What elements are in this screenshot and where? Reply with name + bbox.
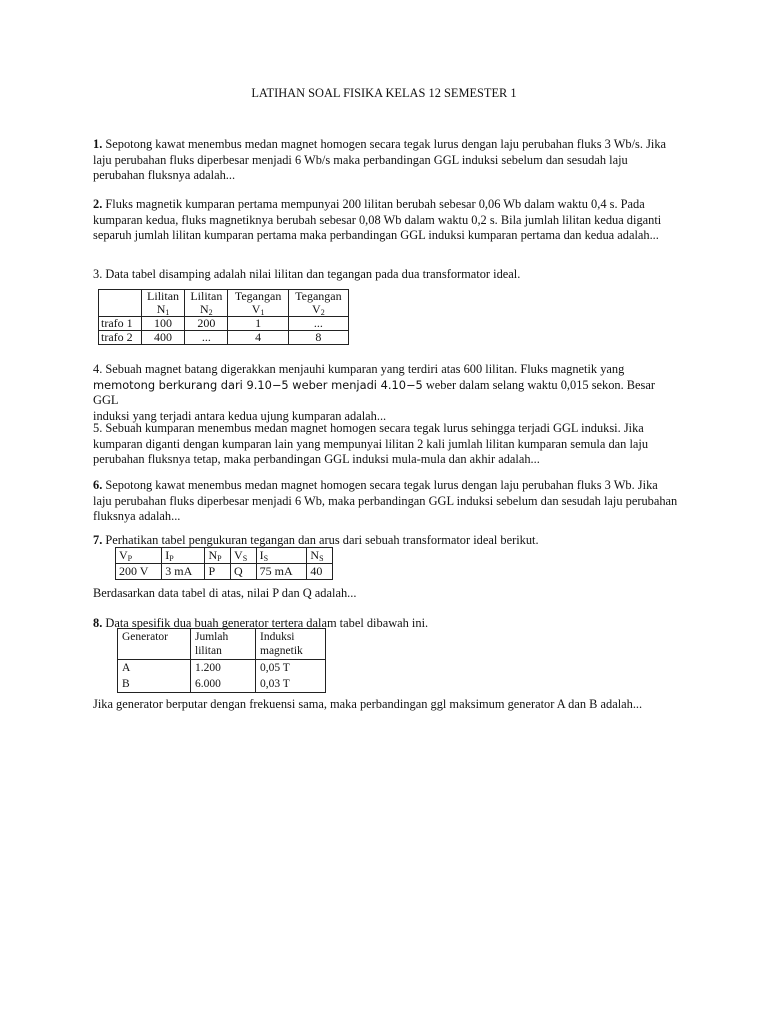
table-cell: 4 — [228, 331, 288, 345]
question-7-followup: Berdasarkan data tabel di atas, nilai P dan Q adalah... — [93, 586, 357, 600]
header-cell: Generator — [118, 629, 191, 660]
header-cell: Tegangan $V_2$ — [288, 290, 348, 317]
table-cell: 40 — [307, 564, 333, 580]
question-text: Sepotong kawat menembus medan magnet homogen secara tegak lurus dengan laju perubahan fluks 3 Wb/s. Jika laju perubahan fluks diperbesar menjadi 6 Wb/s maka perbandingan GGL induksi sebelum dan sesudah laju perubahan fluksnya adalah... — [93, 137, 667, 182]
question-text: Sepotong kawat menembus medan magnet homogen secara tegak lurus dengan laju perubahan fluks 3 Wb. Jika laju perubahan fluks diperbesar menjadi 6 Wb, maka perbandingan GGL induksi sebelum dan sesudah laju perubahan fluksnya adalah... — [93, 478, 678, 523]
question-text: 4. Sebuah magnet batang digerakkan menjauhi kumparan yang terdiri atas 600 lilitan. Fluks magnetik yang — [93, 362, 625, 376]
table-cell: 1 — [228, 317, 288, 331]
table-cell: 3 mA — [162, 564, 205, 580]
table-cell: Q — [231, 564, 257, 580]
table-cell: ... — [185, 331, 228, 345]
table-cell: P — [205, 564, 231, 580]
question-5: 5. Sebuah kumparan menembus medan magnet homogen secara tegak lurus sehingga terjadi GGL induksi. Jika kumparan diganti dengan kumparan lain yang mempunyai lilitan 2 kali jumlah lilitan kumparan semula dan laju perubahan fluksnya tetap, maka perbandingan GGL induksi mula-mula dan akhir adalah... — [93, 421, 649, 466]
question-2 — [93, 197, 678, 244]
table-cell: 1.200 — [191, 660, 256, 677]
header-cell: $N_P$ — [205, 548, 231, 564]
table-header-row — [118, 629, 326, 660]
question-number: 6. — [93, 478, 103, 492]
page-title: LATIHAN SOAL FISIKA KELAS 12 SEMESTER 1 — [251, 86, 517, 100]
table-row — [118, 660, 326, 677]
question-4 — [93, 362, 678, 424]
table-header-row — [99, 290, 349, 317]
question-8-followup: Jika generator berputar dengan frekuensi sama, maka perbandingan ggl maksimum generator A dan B adalah... — [93, 697, 643, 711]
question-text: weber dalam selang waktu 0,015 sekon. Besar GGL — [93, 377, 656, 407]
question-number: 8. — [93, 616, 103, 630]
table-cell: 200 — [185, 317, 228, 331]
table-header-row — [116, 548, 333, 564]
transformer-table — [98, 289, 349, 345]
question-number: 7. — [93, 533, 103, 547]
header-cell: Tegangan $V_1$ — [228, 290, 288, 317]
table-row — [118, 676, 326, 693]
table-cell: B — [118, 676, 191, 693]
header-cell: $I_S$ — [256, 548, 307, 564]
table-cell: 0,05 T — [256, 660, 326, 677]
question-text: induksi yang terjadi antara kedua ujung kumparan adalah... — [93, 408, 387, 423]
table-cell: ... — [288, 317, 348, 331]
row-label: trafo 1 — [99, 317, 142, 331]
question-number: 2. — [93, 197, 103, 211]
question-number: 1. — [93, 137, 103, 151]
table-cell: 200 V — [116, 564, 162, 580]
question-3: 3. Data tabel disamping adalah nilai lilitan dan tegangan pada dua transformator ideal. — [93, 267, 521, 281]
header-cell: $N_S$ — [307, 548, 333, 564]
table-cell: 0,03 T — [256, 676, 326, 693]
table-cell: A — [118, 660, 191, 677]
header-cell: $V_S$ — [231, 548, 257, 564]
corner-cell — [99, 290, 142, 317]
header-cell: $V_P$ — [116, 548, 162, 564]
header-cell: Jumlah lilitan — [191, 629, 256, 660]
table-cell: 400 — [141, 331, 184, 345]
table-cell: 75 mA — [256, 564, 307, 580]
table-row — [116, 564, 333, 580]
header-cell: Lilitan $N_1$ — [141, 290, 184, 317]
header-cell: Lilitan $N_2$ — [185, 290, 228, 317]
table-cell: 8 — [288, 331, 348, 345]
transformer-measurement-table — [115, 547, 333, 580]
table-row — [99, 331, 349, 345]
row-label: trafo 2 — [99, 331, 142, 345]
header-cell: $I_P$ — [162, 548, 205, 564]
question-text: Perhatikan tabel pengukuran tegangan dan arus dari sebuah transformator ideal berikut. — [102, 533, 539, 547]
question-text: Fluks magnetik kumparan pertama mempunyai 200 lilitan berubah sebesar 0,06 Wb dalam waktu 0,4 s. Pada kumparan kedua, fluks magnetiknya berubah sebesar 0,08 Wb dalam waktu 0,2 s. Bila jumlah lilitan kedua diganti separuh jumlah lilitan kumparan pertama maka perbandingan GGL induksi kumparan pertama dan kedua adalah... — [93, 197, 662, 242]
question-6 — [93, 478, 678, 525]
header-cell: Induksi magnetik — [256, 629, 326, 660]
question-text: Data spesifik dua buah generator tertera dalam tabel dibawah ini. — [102, 616, 429, 630]
generator-table — [117, 628, 326, 693]
question-1 — [93, 137, 678, 184]
table-cell: 6.000 — [191, 676, 256, 693]
question-text-alt-font: memotong berkurang dari 9.10−5 weber menjadi 4.10−5 — [93, 377, 423, 392]
table-cell: 100 — [141, 317, 184, 331]
table-row — [99, 317, 349, 331]
